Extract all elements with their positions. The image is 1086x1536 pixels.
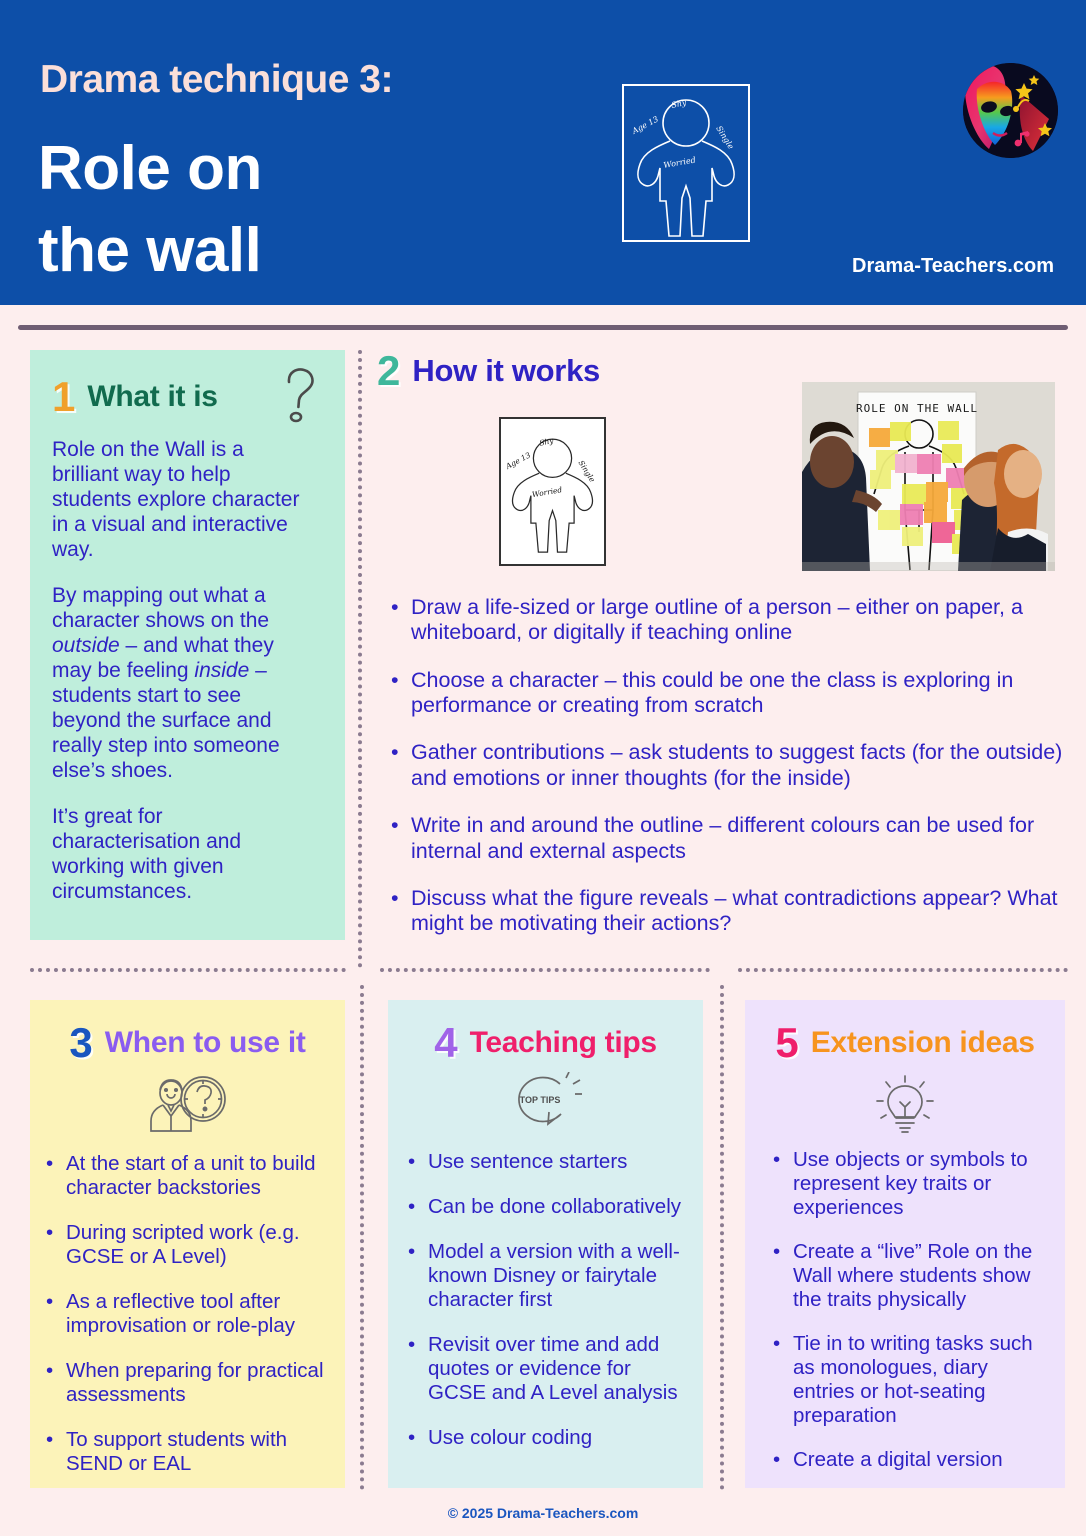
list-item: • Use objects or symbols to represent key traits or experiences xyxy=(767,1148,1053,1220)
list-item: • As a reflective tool after improvisation or role-play xyxy=(40,1290,329,1338)
role-on-wall-outline-diagram xyxy=(499,417,606,566)
section-2-bullet-list xyxy=(385,595,1065,959)
list-item: • Discuss what the figure reveals – what contradictions appear? What might be motivating their actions? xyxy=(385,886,1065,937)
section-teaching-tips xyxy=(388,1000,703,1488)
section-1-paragraph-1: Role on the Wall is a brilliant way to help students explore character in a visual and interactive way. xyxy=(52,438,300,561)
top-tips-label: TOP TIPS xyxy=(519,1095,560,1105)
list-item: • Use sentence starters xyxy=(402,1150,691,1174)
divider-horizontal-mid xyxy=(380,968,710,972)
header-divider-rule xyxy=(18,325,1068,330)
section-2-title: How it works xyxy=(412,353,600,388)
page-title-line-2: the wall xyxy=(38,216,262,286)
outline-label-chest: Worried xyxy=(531,485,563,500)
list-item: • When preparing for practical assessments xyxy=(40,1359,329,1407)
header-role-on-wall-figure xyxy=(622,84,750,242)
section-1-paragraph-2: By mapping out what a character shows on the outside – and what they may be feeling inside – students start to see beyond the surface and really step into someone else’s shoes. xyxy=(52,583,280,782)
list-item: • Choose a character – this could be one the class is exploring in performance or creating from scratch xyxy=(385,668,1065,719)
classroom-photo xyxy=(802,382,1055,571)
figure-label-right: Single xyxy=(714,124,736,151)
list-item: • To support students with SEND or EAL xyxy=(40,1428,329,1476)
section-5-heading xyxy=(745,1000,1065,1064)
section-5-title: Extension ideas xyxy=(810,1026,1035,1059)
top-tips-speech-bubble-icon xyxy=(388,1072,703,1134)
footer-copyright: © 2025 Drama-Teachers.com xyxy=(447,1505,639,1521)
divider-vertical-lower-left xyxy=(360,985,364,1490)
section-5-bullet-list xyxy=(767,1148,1053,1472)
list-item: • Use colour coding xyxy=(402,1426,691,1450)
section-3-bullet-list xyxy=(40,1152,329,1476)
section-1-number: 1 xyxy=(52,373,76,420)
divider-horizontal-right xyxy=(738,968,1068,972)
outline-label-right: Single xyxy=(576,458,597,484)
section-4-number: 4 xyxy=(434,1019,458,1066)
figure-label-chest: Worried xyxy=(662,155,697,170)
section-4-title: Teaching tips xyxy=(469,1026,657,1059)
header-kicker: Drama technique 3: xyxy=(40,58,393,101)
section-when-to-use-it xyxy=(30,1000,345,1488)
section-extension-ideas xyxy=(745,1000,1065,1488)
list-item: • Can be done collaboratively xyxy=(402,1195,691,1219)
list-item: • During scripted work (e.g. GCSE or A Level) xyxy=(40,1221,329,1269)
divider-vertical-lower-right xyxy=(720,985,724,1490)
lightbulb-icon xyxy=(745,1072,1065,1134)
section-3-title: When to use it xyxy=(104,1026,306,1059)
section-5-number: 5 xyxy=(775,1019,799,1066)
section-3-number: 3 xyxy=(69,1019,93,1066)
photo-poster-caption: ROLE ON THE WALL xyxy=(856,402,978,415)
list-item: • Create a digital version xyxy=(767,1448,1053,1472)
list-item: • Gather contributions – ask students to suggest facts (for the outside) and emotions or inner thoughts (for the inside) xyxy=(385,740,1065,791)
section-4-heading xyxy=(388,1000,703,1064)
list-item: • Tie in to writing tasks such as monologues, diary entries or hot-seating preparation xyxy=(767,1332,1053,1428)
list-item: • Revisit over time and add quotes or evidence for GCSE and A Level analysis xyxy=(402,1333,691,1405)
section-1-body xyxy=(52,438,302,905)
list-item: • Create a “live” Role on the Wall where students show the traits physically xyxy=(767,1240,1053,1312)
section-3-heading xyxy=(30,1000,345,1064)
list-item: • At the start of a unit to build character backstories xyxy=(40,1152,329,1200)
divider-horizontal-left xyxy=(30,968,346,972)
outline-label-left: Age 13 xyxy=(504,450,532,471)
list-item: • Write in and around the outline – different colours can be used for internal and external aspects xyxy=(385,813,1065,864)
list-item: • Draw a life-sized or large outline of a person – either on paper, a whiteboard, or digitally if teaching online xyxy=(385,595,1065,646)
list-item: • Model a version with a well-known Disney or fairytale character first xyxy=(402,1240,691,1312)
page-title-line-1: Role on xyxy=(38,134,262,203)
section-4-bullet-list xyxy=(402,1150,691,1450)
person-with-clock-question-icon xyxy=(30,1072,345,1134)
section-what-it-is xyxy=(30,350,345,940)
drama-mask-logo-icon xyxy=(963,63,1058,158)
figure-label-top: Shy xyxy=(670,98,688,110)
section-1-paragraph-3: It’s great for characterisation and working with given circumstances. xyxy=(52,804,242,903)
section-how-it-works xyxy=(375,347,1065,940)
header-brand: Drama-Teachers.com xyxy=(852,255,1054,277)
divider-vertical-left xyxy=(358,350,362,968)
section-1-title: What it is xyxy=(87,380,218,413)
page-title xyxy=(38,128,262,293)
figure-label-left: Age 13 xyxy=(630,114,660,136)
outline-label-top: Shy xyxy=(538,436,555,448)
header-banner xyxy=(0,0,1086,305)
question-mark-icon xyxy=(279,366,323,429)
section-2-number: 2 xyxy=(377,347,401,394)
